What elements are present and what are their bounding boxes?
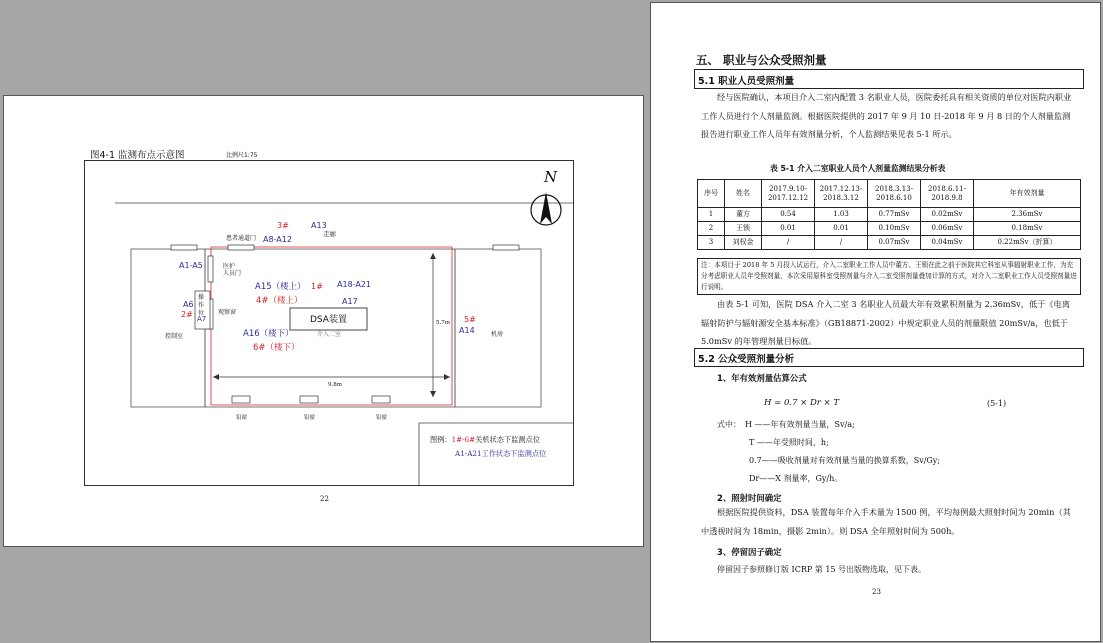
height-dimension: 5.7m	[436, 320, 450, 326]
width-dimension: 9.8m	[328, 382, 342, 388]
floor-plan	[84, 160, 574, 486]
table-header: 年有效剂量	[974, 180, 1081, 208]
point-a6: A6	[183, 300, 194, 309]
point-a15: A15（楼上）	[255, 282, 306, 292]
point-a14: A14	[459, 326, 475, 335]
dsa-device-label: DSA装置	[310, 315, 347, 325]
def-0-7: 0.7——吸收剂量对有效剂量当量的换算系数，Sv/Gy;	[749, 456, 941, 465]
north-label: N	[544, 168, 558, 186]
subsection-2-title: 2、照射时间确定	[717, 493, 782, 503]
table-header: 2018.6.11- 2018.9.8	[921, 180, 974, 208]
legend-line-1: 图例：1#-6#关机状态下监测点位	[430, 435, 540, 444]
figure-title: 图4-1 监测布点示意图	[90, 150, 185, 161]
observation-window-label: 观察窗	[218, 309, 237, 316]
table-header: 2017.12.13- 2018.3.12	[815, 180, 868, 208]
subsection-1-title: 1、年有效剂量估算公式	[717, 373, 807, 383]
table-cell: 刘权金	[725, 236, 762, 250]
table-cell: 3	[698, 236, 725, 250]
subsection-3-title: 3、停留因子确定	[717, 547, 782, 557]
table-header: 序号	[698, 180, 725, 208]
machine-room-label: 机房	[491, 331, 504, 338]
lead-window-2-label: 铅窗	[304, 415, 316, 421]
table-cell: 1	[698, 208, 725, 222]
table-cell: 2	[698, 222, 725, 236]
point-a1-a5: A1-A5	[179, 261, 203, 270]
table-cell: 0.01	[762, 222, 815, 236]
section-5-2-title: 5.2 公众受照剂量分析	[698, 354, 795, 365]
table-cell: /	[815, 236, 868, 250]
table-cell: 董方	[725, 208, 762, 222]
lead-window-1-label: 铅窗	[236, 415, 248, 421]
table-cell: 2.36mSv	[974, 208, 1081, 222]
table-cell: 0.18mSv	[974, 222, 1081, 236]
table-cell: 0.02mSv	[921, 208, 974, 222]
table-header: 姓名	[725, 180, 762, 208]
def-t: T ——年受照时间，h;	[749, 438, 829, 447]
page-number-23: 23	[872, 588, 881, 596]
intervention-room-label: 介入二室	[317, 331, 342, 338]
point-5: 5#	[464, 315, 476, 324]
paragraph-4: 停留因子参照修订版 ICRP 第 15 号出版物选取，见下表。	[717, 565, 927, 574]
legend-line-2: A1-A21工作状态下监测点位	[455, 449, 547, 458]
table-cell: 0.07mSv	[868, 236, 921, 250]
def-dr: Dr——X 剂量率，Gy/h。	[749, 474, 843, 483]
page-22	[3, 95, 644, 547]
patient-door-label: 患者通道门	[226, 235, 257, 242]
point-a13: A13	[311, 221, 327, 230]
operation-console-label: 操 作 位	[198, 294, 205, 317]
control-room-label: 控制室	[165, 333, 184, 340]
table-cell: 0.01	[815, 222, 868, 236]
point-1: 1#	[311, 282, 323, 291]
table-cell: 王锁	[725, 222, 762, 236]
table-row	[698, 236, 1081, 250]
formula-number: (5-1)	[987, 399, 1007, 408]
scale-label: 比例尺1:75	[226, 152, 258, 159]
point-a7: A7	[197, 315, 207, 323]
table-header: 2018.3.13- 2018.6.10	[868, 180, 921, 208]
point-2: 2#	[181, 310, 193, 319]
table-title: 表 5-1 介入二室职业人员个人剂量监测结果分析表	[770, 164, 946, 173]
table-note: 注：本项目于 2018 年 5 月投入试运行，介入二室职业工作人员中董方、王锁在此之前于医院其它科室从事辐射职业工作，为充分考虑职业人员年受照剂量，本次采用原科室受照剂量与介入二室受照剂量叠加计算的方式，对介入二室职业工作人员受照剂量进行说明。	[697, 258, 1081, 295]
point-6: 6#（楼下）	[253, 343, 300, 353]
section-title: 五、 职业与公众受照剂量	[696, 53, 827, 67]
page-23	[650, 2, 1101, 642]
point-3: 3#	[277, 221, 289, 230]
dose-table	[697, 179, 1081, 250]
where-prefix: 式中：	[717, 420, 741, 429]
table-row	[698, 208, 1081, 222]
paragraph-3: 根据医院提供资料，DSA 装置每年介入手术量为 1500 例，平均每例最大照射时间为 20min（其中透视时间为 18min，摄影 2min）。则 DSA 全年照射时间为 500h。	[701, 507, 1071, 536]
paragraph-1: 经与医院确认，本项目介入二室内配置 3 名职业人员，医院委托具有相关资质的单位对医院内职业工作人员进行个人剂量监测。根据医院提供的 2017 年 9 月 10 日-2018 年 9 月 8 日的个人剂量监测报告进行职业工作人员年有效剂量分析，个人监测结果见表 5-1 所示。	[701, 92, 1072, 139]
def-h: H ——年有效剂量当量，Sv/a;	[745, 420, 855, 429]
page-number-22: 22	[320, 495, 329, 503]
table-cell: 0.04mSv	[921, 236, 974, 250]
table-cell: 0.06mSv	[921, 222, 974, 236]
table-cell: 0.10mSv	[868, 222, 921, 236]
table-cell: 0.54	[762, 208, 815, 222]
table-cell: /	[762, 236, 815, 250]
point-4: 4#（楼上）	[256, 296, 303, 306]
paragraph-2: 由表 5-1 可知，医院 DSA 介入二室 3 名职业人员最大年有效累积剂量为 2.36mSv，低于《电离辐射防护与辐射源安全基本标准》（GB18871-2002）中规定职业人员的剂量限值 20mSv/a，也低于 5.0mSv 的年管理剂量目标值。	[701, 299, 1070, 346]
point-a17: A17	[342, 297, 358, 306]
lead-window-3-label: 铅窗	[376, 415, 388, 421]
table-header: 2017.9.10- 2017.12.12	[762, 180, 815, 208]
table-row	[698, 222, 1081, 236]
staff-door-label: 医护 人员门	[223, 263, 242, 277]
point-a8-a12: A8-A12	[263, 235, 292, 244]
table-cell: 0.77mSv	[868, 208, 921, 222]
table-cell: 1.03	[815, 208, 868, 222]
point-a18-a21: A18-A21	[337, 280, 372, 289]
formula: H = 0.7 × Dr × T	[764, 398, 840, 408]
corridor-label: 走廊	[323, 230, 336, 238]
table-cell: 0.22mSv（折算）	[974, 236, 1081, 250]
point-a16: A16（楼下）	[243, 329, 294, 339]
section-5-1-title: 5.1 职业人员受照剂量	[698, 76, 795, 87]
